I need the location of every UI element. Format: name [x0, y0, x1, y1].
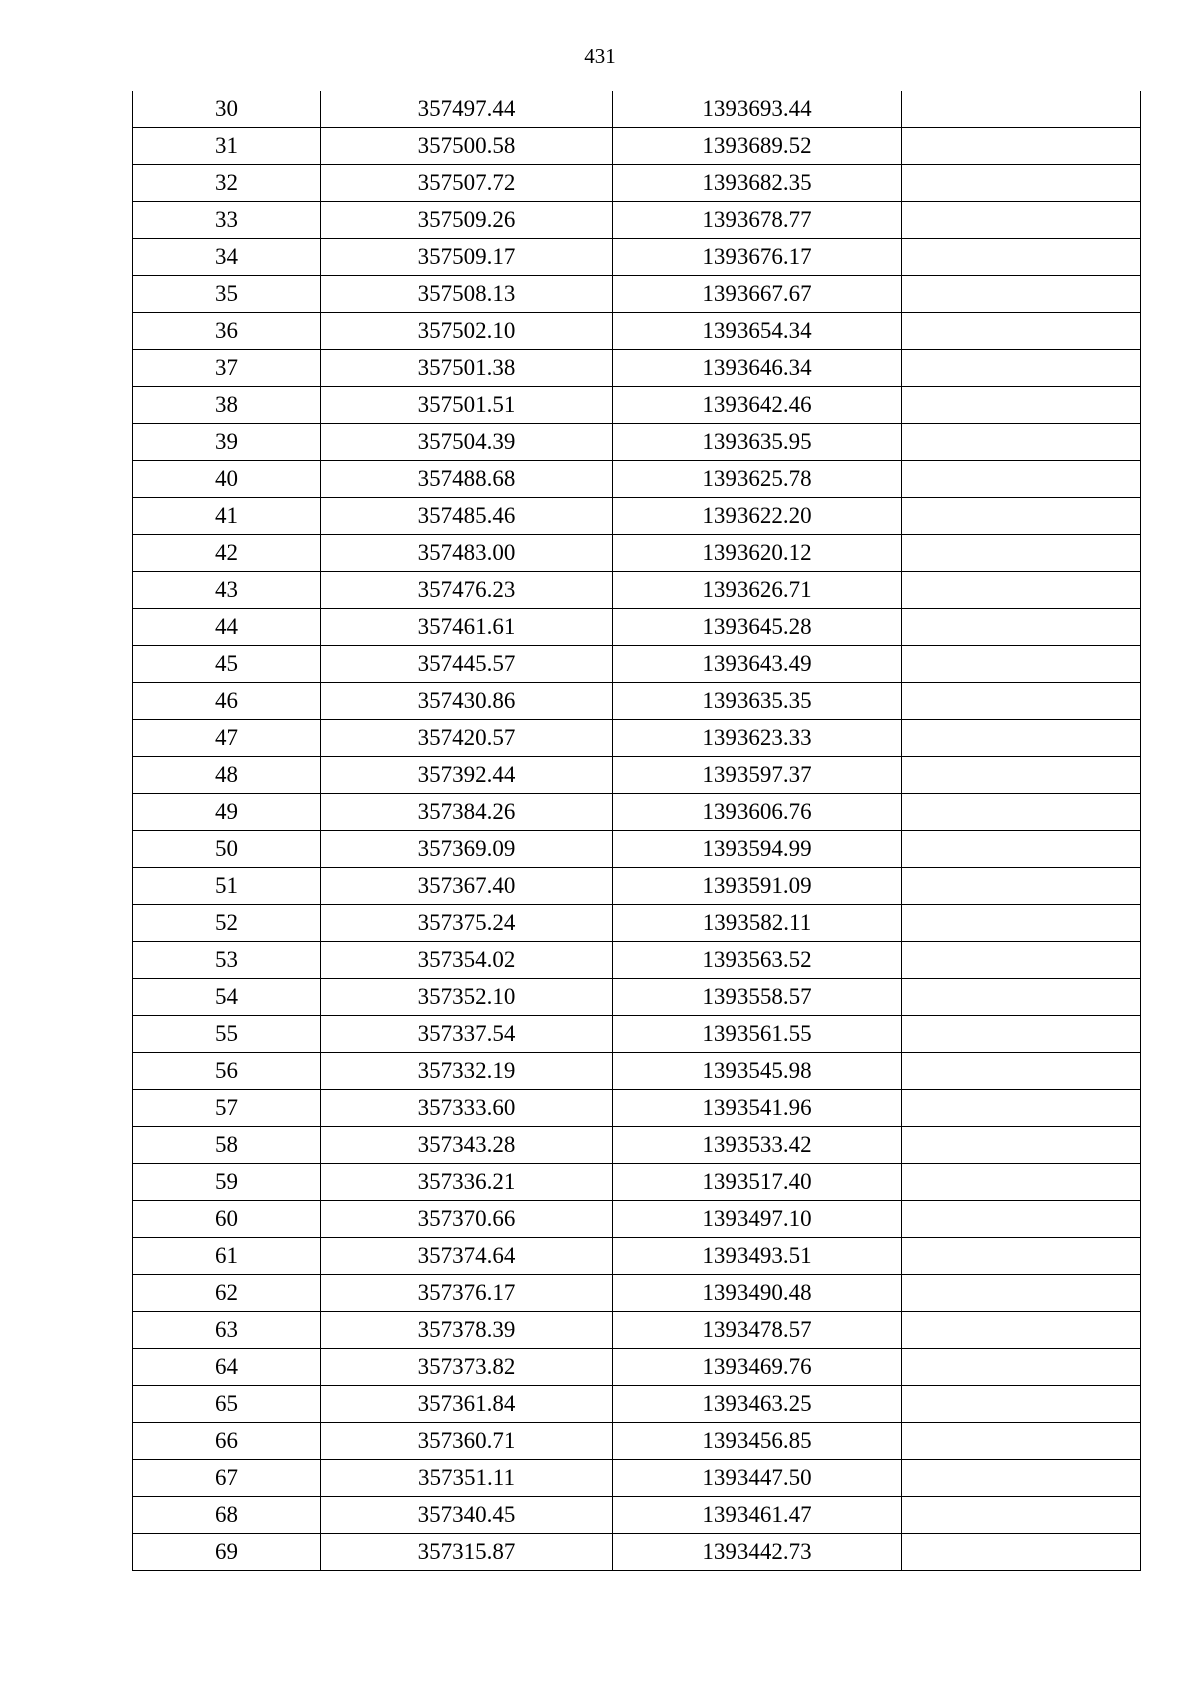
table-row	[133, 868, 1141, 905]
point-number-cell: 64	[133, 1349, 321, 1386]
point-number-cell: 50	[133, 831, 321, 868]
point-number-cell: 39	[133, 424, 321, 461]
y-coordinate-cell: 1393635.95	[613, 424, 902, 461]
y-coordinate-cell: 1393597.37	[613, 757, 902, 794]
note-cell	[902, 387, 1141, 424]
table-row	[133, 794, 1141, 831]
y-coordinate-cell: 1393469.76	[613, 1349, 902, 1386]
table-row	[133, 535, 1141, 572]
point-number-cell: 33	[133, 202, 321, 239]
note-cell	[902, 1423, 1141, 1460]
x-coordinate-cell: 357315.87	[321, 1534, 613, 1571]
point-number-cell: 48	[133, 757, 321, 794]
point-number-cell: 53	[133, 942, 321, 979]
point-number-cell: 69	[133, 1534, 321, 1571]
note-cell	[902, 202, 1141, 239]
table-row	[133, 461, 1141, 498]
y-coordinate-cell: 1393493.51	[613, 1238, 902, 1275]
y-coordinate-cell: 1393622.20	[613, 498, 902, 535]
note-cell	[902, 165, 1141, 202]
note-cell	[902, 461, 1141, 498]
y-coordinate-cell: 1393645.28	[613, 609, 902, 646]
note-cell	[902, 979, 1141, 1016]
x-coordinate-cell: 357361.84	[321, 1386, 613, 1423]
point-number-cell: 67	[133, 1460, 321, 1497]
point-number-cell: 34	[133, 239, 321, 276]
coordinates-table-body	[133, 91, 1141, 1571]
note-cell	[902, 1386, 1141, 1423]
y-coordinate-cell: 1393456.85	[613, 1423, 902, 1460]
point-number-cell: 40	[133, 461, 321, 498]
note-cell	[902, 313, 1141, 350]
y-coordinate-cell: 1393682.35	[613, 165, 902, 202]
x-coordinate-cell: 357375.24	[321, 905, 613, 942]
note-cell	[902, 1534, 1141, 1571]
y-coordinate-cell: 1393533.42	[613, 1127, 902, 1164]
note-cell	[902, 1201, 1141, 1238]
table-row	[133, 1016, 1141, 1053]
y-coordinate-cell: 1393463.25	[613, 1386, 902, 1423]
x-coordinate-cell: 357374.64	[321, 1238, 613, 1275]
x-coordinate-cell: 357373.82	[321, 1349, 613, 1386]
table-row	[133, 202, 1141, 239]
x-coordinate-cell: 357340.45	[321, 1497, 613, 1534]
table-row	[133, 1090, 1141, 1127]
x-coordinate-cell: 357343.28	[321, 1127, 613, 1164]
coordinates-table	[132, 91, 1141, 1571]
y-coordinate-cell: 1393478.57	[613, 1312, 902, 1349]
point-number-cell: 42	[133, 535, 321, 572]
y-coordinate-cell: 1393558.57	[613, 979, 902, 1016]
y-coordinate-cell: 1393676.17	[613, 239, 902, 276]
x-coordinate-cell: 357508.13	[321, 276, 613, 313]
point-number-cell: 58	[133, 1127, 321, 1164]
y-coordinate-cell: 1393591.09	[613, 868, 902, 905]
x-coordinate-cell: 357336.21	[321, 1164, 613, 1201]
table-row	[133, 165, 1141, 202]
note-cell	[902, 350, 1141, 387]
x-coordinate-cell: 357384.26	[321, 794, 613, 831]
point-number-cell: 63	[133, 1312, 321, 1349]
y-coordinate-cell: 1393545.98	[613, 1053, 902, 1090]
table-row	[133, 1312, 1141, 1349]
point-number-cell: 68	[133, 1497, 321, 1534]
y-coordinate-cell: 1393678.77	[613, 202, 902, 239]
y-coordinate-cell: 1393646.34	[613, 350, 902, 387]
y-coordinate-cell: 1393594.99	[613, 831, 902, 868]
x-coordinate-cell: 357333.60	[321, 1090, 613, 1127]
note-cell	[902, 239, 1141, 276]
note-cell	[902, 868, 1141, 905]
note-cell	[902, 1312, 1141, 1349]
y-coordinate-cell: 1393689.52	[613, 128, 902, 165]
table-row	[133, 720, 1141, 757]
x-coordinate-cell: 357504.39	[321, 424, 613, 461]
table-row	[133, 1275, 1141, 1312]
table-row	[133, 276, 1141, 313]
table-row	[133, 350, 1141, 387]
note-cell	[902, 128, 1141, 165]
x-coordinate-cell: 357501.38	[321, 350, 613, 387]
page-number: 431	[584, 44, 616, 68]
x-coordinate-cell: 357488.68	[321, 461, 613, 498]
y-coordinate-cell: 1393517.40	[613, 1164, 902, 1201]
y-coordinate-cell: 1393442.73	[613, 1534, 902, 1571]
table-row	[133, 942, 1141, 979]
point-number-cell: 54	[133, 979, 321, 1016]
table-row	[133, 1238, 1141, 1275]
table-row	[133, 424, 1141, 461]
x-coordinate-cell: 357354.02	[321, 942, 613, 979]
y-coordinate-cell: 1393447.50	[613, 1460, 902, 1497]
note-cell	[902, 1127, 1141, 1164]
point-number-cell: 57	[133, 1090, 321, 1127]
y-coordinate-cell: 1393563.52	[613, 942, 902, 979]
x-coordinate-cell: 357430.86	[321, 683, 613, 720]
note-cell	[902, 831, 1141, 868]
note-cell	[902, 535, 1141, 572]
note-cell	[902, 424, 1141, 461]
table-row	[133, 1349, 1141, 1386]
point-number-cell: 59	[133, 1164, 321, 1201]
table-row	[133, 572, 1141, 609]
table-row	[133, 1460, 1141, 1497]
note-cell	[902, 572, 1141, 609]
table-row	[133, 609, 1141, 646]
table-row	[133, 1053, 1141, 1090]
y-coordinate-cell: 1393623.33	[613, 720, 902, 757]
table-row	[133, 1127, 1141, 1164]
note-cell	[902, 498, 1141, 535]
y-coordinate-cell: 1393490.48	[613, 1275, 902, 1312]
x-coordinate-cell: 357337.54	[321, 1016, 613, 1053]
point-number-cell: 65	[133, 1386, 321, 1423]
x-coordinate-cell: 357420.57	[321, 720, 613, 757]
x-coordinate-cell: 357507.72	[321, 165, 613, 202]
note-cell	[902, 1090, 1141, 1127]
point-number-cell: 30	[133, 91, 321, 128]
x-coordinate-cell: 357509.26	[321, 202, 613, 239]
table-row	[133, 1497, 1141, 1534]
note-cell	[902, 720, 1141, 757]
point-number-cell: 46	[133, 683, 321, 720]
table-row	[133, 1164, 1141, 1201]
point-number-cell: 43	[133, 572, 321, 609]
x-coordinate-cell: 357332.19	[321, 1053, 613, 1090]
note-cell	[902, 1164, 1141, 1201]
point-number-cell: 45	[133, 646, 321, 683]
x-coordinate-cell: 357497.44	[321, 91, 613, 128]
point-number-cell: 52	[133, 905, 321, 942]
y-coordinate-cell: 1393693.44	[613, 91, 902, 128]
point-number-cell: 55	[133, 1016, 321, 1053]
x-coordinate-cell: 357392.44	[321, 757, 613, 794]
point-number-cell: 66	[133, 1423, 321, 1460]
table-row	[133, 683, 1141, 720]
y-coordinate-cell: 1393541.96	[613, 1090, 902, 1127]
table-row	[133, 905, 1141, 942]
x-coordinate-cell: 357445.57	[321, 646, 613, 683]
point-number-cell: 49	[133, 794, 321, 831]
x-coordinate-cell: 357483.00	[321, 535, 613, 572]
note-cell	[902, 1016, 1141, 1053]
point-number-cell: 31	[133, 128, 321, 165]
note-cell	[902, 1275, 1141, 1312]
point-number-cell: 35	[133, 276, 321, 313]
point-number-cell: 37	[133, 350, 321, 387]
point-number-cell: 60	[133, 1201, 321, 1238]
note-cell	[902, 646, 1141, 683]
table-row	[133, 313, 1141, 350]
y-coordinate-cell: 1393635.35	[613, 683, 902, 720]
point-number-cell: 36	[133, 313, 321, 350]
x-coordinate-cell: 357369.09	[321, 831, 613, 868]
note-cell	[902, 276, 1141, 313]
table-row	[133, 1201, 1141, 1238]
point-number-cell: 62	[133, 1275, 321, 1312]
y-coordinate-cell: 1393667.67	[613, 276, 902, 313]
x-coordinate-cell: 357370.66	[321, 1201, 613, 1238]
y-coordinate-cell: 1393561.55	[613, 1016, 902, 1053]
note-cell	[902, 91, 1141, 128]
note-cell	[902, 942, 1141, 979]
x-coordinate-cell: 357351.11	[321, 1460, 613, 1497]
table-row	[133, 498, 1141, 535]
point-number-cell: 51	[133, 868, 321, 905]
note-cell	[902, 683, 1141, 720]
x-coordinate-cell: 357461.61	[321, 609, 613, 646]
x-coordinate-cell: 357500.58	[321, 128, 613, 165]
note-cell	[902, 609, 1141, 646]
y-coordinate-cell: 1393582.11	[613, 905, 902, 942]
table-row	[133, 831, 1141, 868]
y-coordinate-cell: 1393643.49	[613, 646, 902, 683]
note-cell	[902, 757, 1141, 794]
table-row	[133, 1386, 1141, 1423]
table-row	[133, 1534, 1141, 1571]
x-coordinate-cell: 357376.17	[321, 1275, 613, 1312]
table-row	[133, 979, 1141, 1016]
note-cell	[902, 1238, 1141, 1275]
y-coordinate-cell: 1393620.12	[613, 535, 902, 572]
x-coordinate-cell: 357367.40	[321, 868, 613, 905]
x-coordinate-cell: 357501.51	[321, 387, 613, 424]
y-coordinate-cell: 1393642.46	[613, 387, 902, 424]
note-cell	[902, 1053, 1141, 1090]
y-coordinate-cell: 1393497.10	[613, 1201, 902, 1238]
y-coordinate-cell: 1393654.34	[613, 313, 902, 350]
point-number-cell: 41	[133, 498, 321, 535]
table-row	[133, 646, 1141, 683]
y-coordinate-cell: 1393625.78	[613, 461, 902, 498]
note-cell	[902, 1497, 1141, 1534]
x-coordinate-cell: 357502.10	[321, 313, 613, 350]
table-row	[133, 757, 1141, 794]
x-coordinate-cell: 357476.23	[321, 572, 613, 609]
table-row	[133, 128, 1141, 165]
table-row	[133, 239, 1141, 276]
note-cell	[902, 794, 1141, 831]
y-coordinate-cell: 1393626.71	[613, 572, 902, 609]
table-row	[133, 1423, 1141, 1460]
table-row	[133, 91, 1141, 128]
table-row	[133, 387, 1141, 424]
x-coordinate-cell: 357485.46	[321, 498, 613, 535]
x-coordinate-cell: 357360.71	[321, 1423, 613, 1460]
y-coordinate-cell: 1393461.47	[613, 1497, 902, 1534]
point-number-cell: 61	[133, 1238, 321, 1275]
point-number-cell: 56	[133, 1053, 321, 1090]
x-coordinate-cell: 357509.17	[321, 239, 613, 276]
point-number-cell: 32	[133, 165, 321, 202]
point-number-cell: 38	[133, 387, 321, 424]
y-coordinate-cell: 1393606.76	[613, 794, 902, 831]
note-cell	[902, 1460, 1141, 1497]
note-cell	[902, 905, 1141, 942]
x-coordinate-cell: 357352.10	[321, 979, 613, 1016]
x-coordinate-cell: 357378.39	[321, 1312, 613, 1349]
point-number-cell: 44	[133, 609, 321, 646]
note-cell	[902, 1349, 1141, 1386]
point-number-cell: 47	[133, 720, 321, 757]
